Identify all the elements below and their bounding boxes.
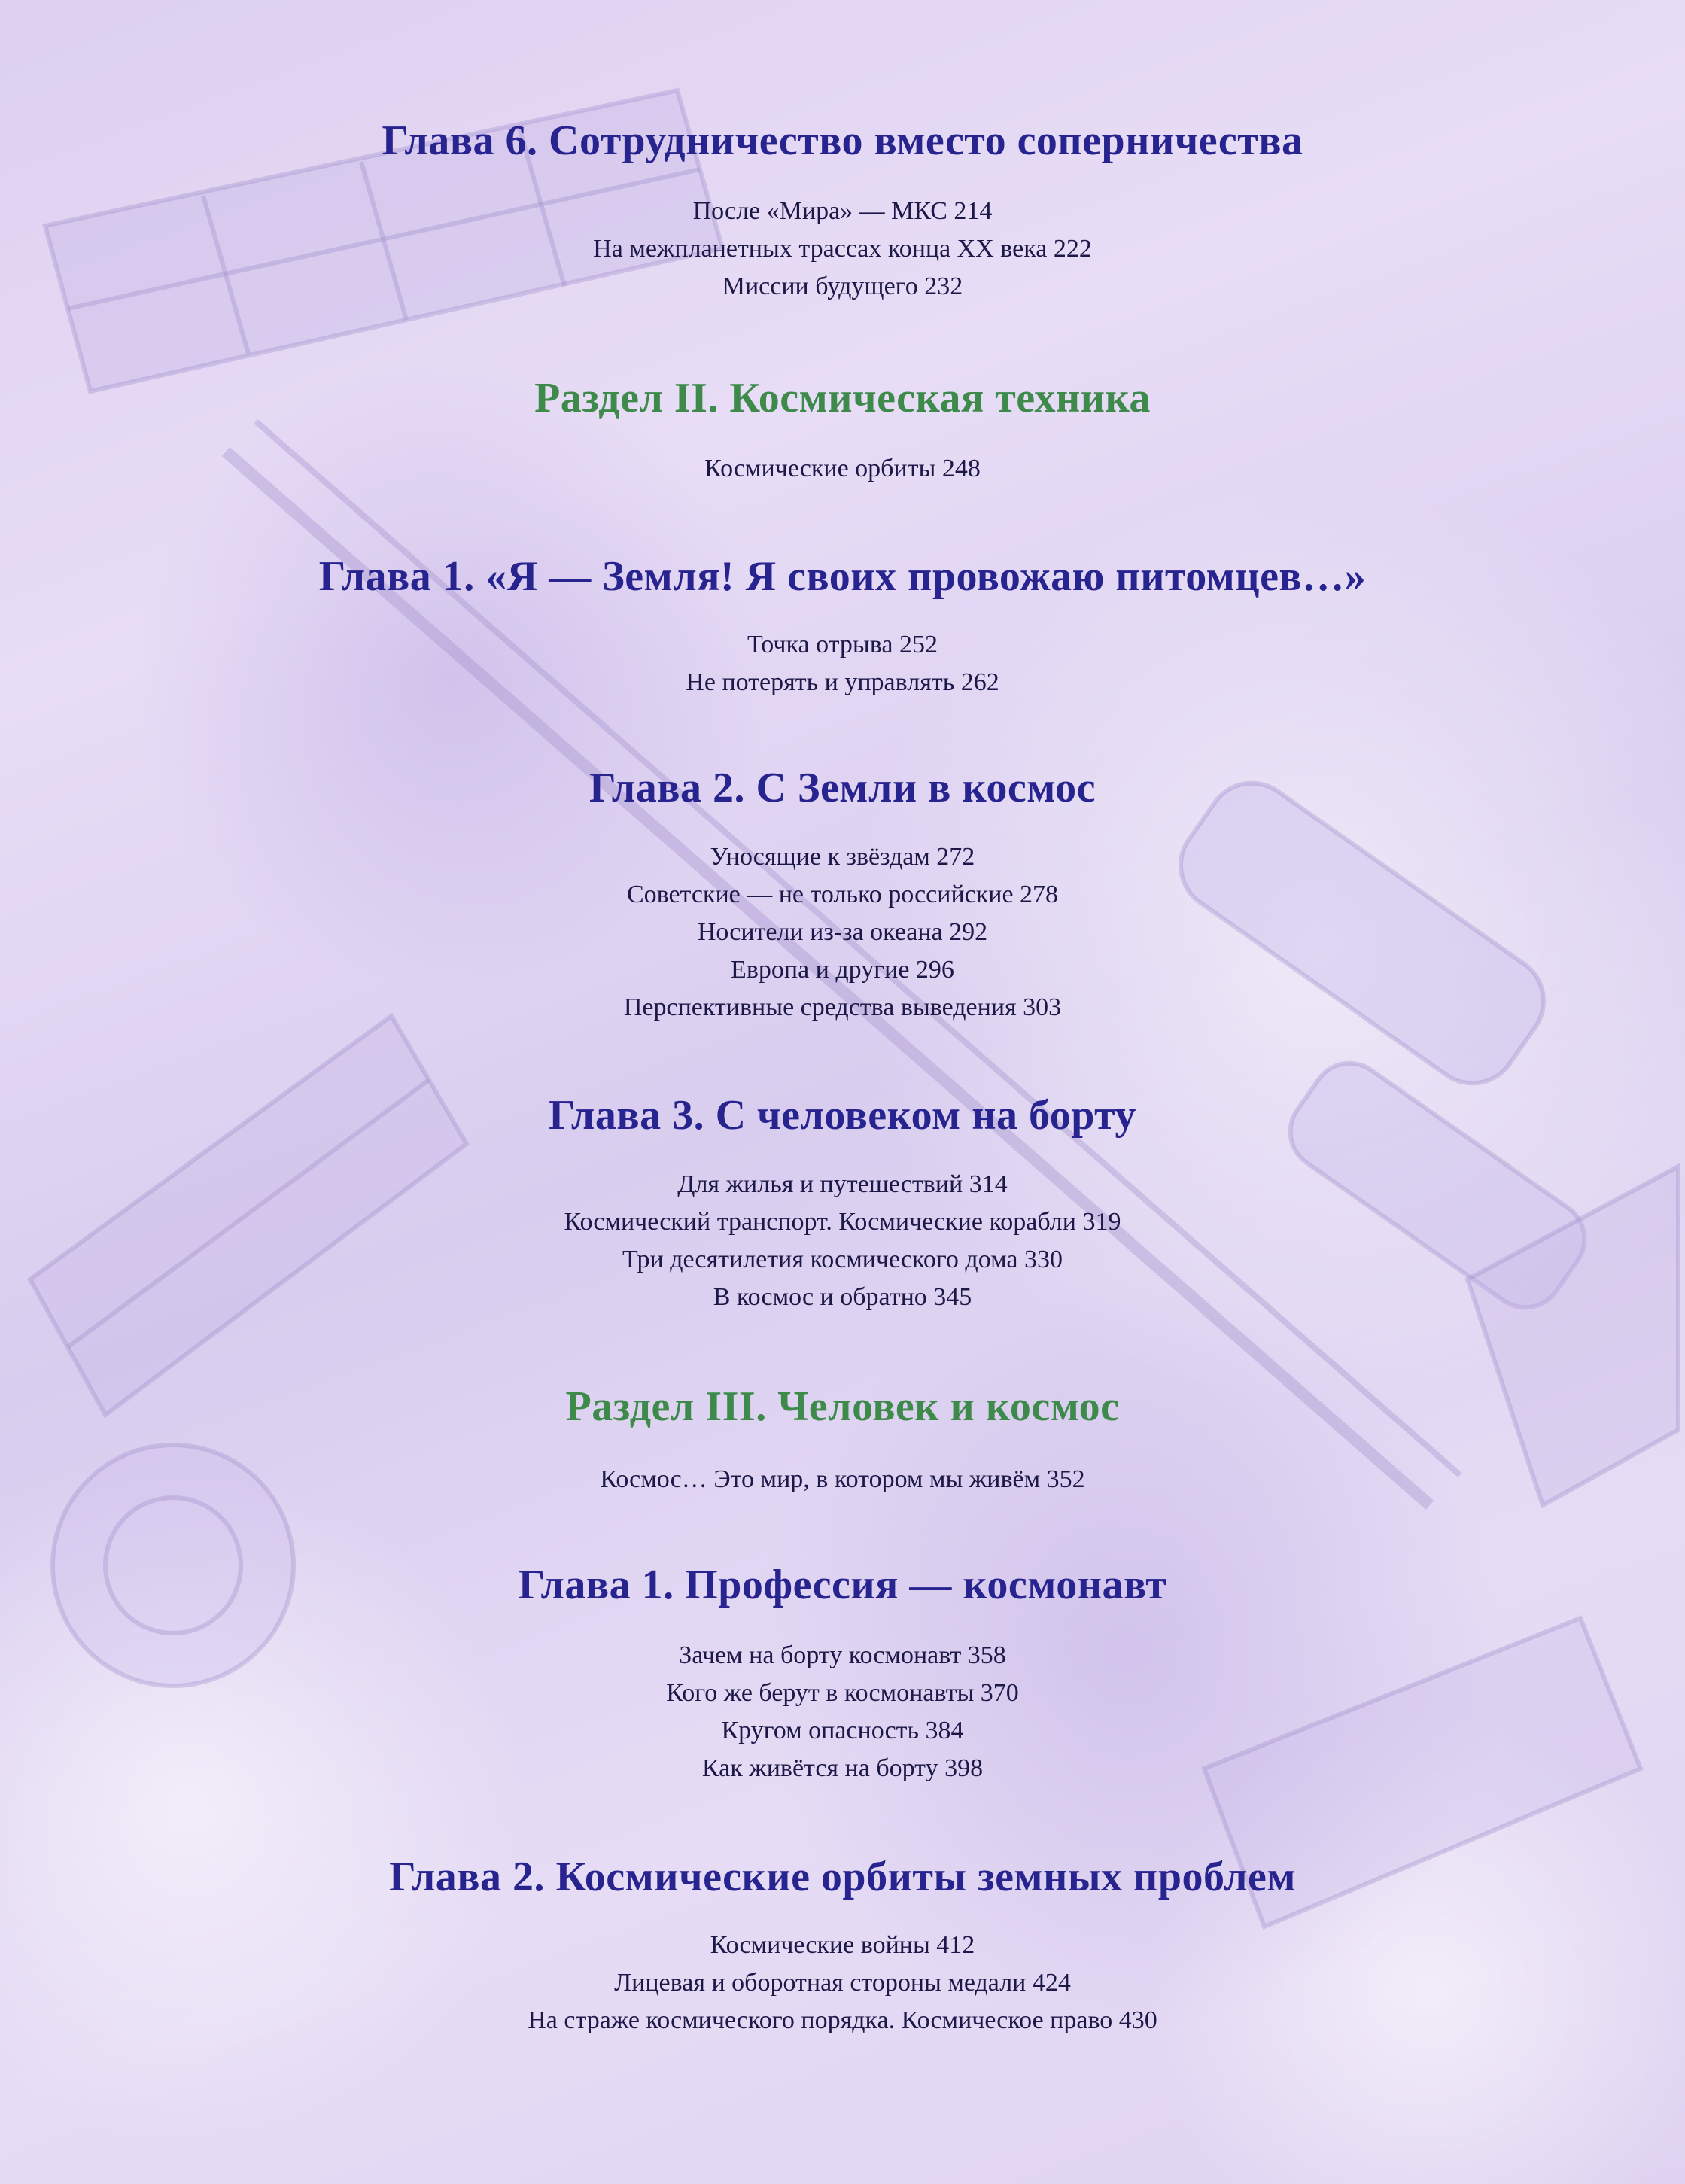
toc-entry: Носители из-за океана 292	[697, 918, 988, 946]
toc-entry: Перспективные средства выведения 303	[623, 993, 1062, 1021]
chapter-heading: Глава 3. С человеком на борту	[549, 1092, 1136, 1139]
toc-entry: Как живётся на борту 398	[701, 1754, 984, 1782]
entry-list	[0, 1927, 1685, 2040]
section-heading: Раздел III. Человек и космос	[565, 1383, 1120, 1430]
entry-list	[0, 626, 1685, 701]
toc-entry: Кого же берут в космонавты 370	[666, 1679, 1019, 1707]
toc-entry: Уносящие к звёздам 272	[710, 843, 975, 871]
toc-entry: Зачем на борту космонавт 358	[679, 1641, 1006, 1669]
toc-entry: Три десятилетия космического дома 330	[622, 1246, 1063, 1273]
chapter-heading: Глава 2. С Земли в космос	[589, 765, 1096, 811]
toc-entry: Кругом опасность 384	[721, 1717, 964, 1744]
toc-entry: Космические орбиты 248	[704, 455, 981, 482]
chapter-heading: Глава 6. Сотрудничество вместо соперничества	[382, 117, 1303, 164]
toc-entry: Миссии будущего 232	[722, 272, 963, 300]
entry-list	[0, 1461, 1685, 1498]
toc-entry: Точка отрыва 252	[747, 631, 938, 659]
toc-entry: Космические войны 412	[710, 1931, 975, 1959]
toc-entry: На межпланетных трассах конца XX века 222	[593, 235, 1092, 263]
toc-entry: На страже космического порядка. Космическое право 430	[528, 2006, 1157, 2034]
entry-list	[0, 1166, 1685, 1316]
toc-entry: Европа и другие 296	[731, 956, 954, 984]
section-heading: Раздел II. Космическая техника	[534, 375, 1151, 421]
entry-list	[0, 838, 1685, 1027]
toc-entry: Не потерять и управлять 262	[686, 668, 999, 696]
toc-entry: Космос… Это мир, в котором мы живём 352	[600, 1465, 1085, 1493]
entry-list	[0, 193, 1685, 306]
toc-entry: Космический транспорт. Космические корабли 319	[564, 1208, 1121, 1236]
entry-list	[0, 1637, 1685, 1787]
toc-entry: Советские — не только российские 278	[626, 881, 1059, 908]
chapter-heading: Глава 1. «Я — Земля! Я своих провожаю питомцев…»	[318, 553, 1367, 600]
toc-entry: В космос и обратно 345	[713, 1283, 972, 1311]
toc-entry: Лицевая и оборотная стороны медали 424	[614, 1969, 1071, 1997]
chapter-heading: Глава 1. Профессия — космонавт	[518, 1562, 1167, 1608]
entry-list	[0, 450, 1685, 488]
toc-entry: Для жилья и путешествий 314	[677, 1170, 1008, 1198]
toc-entry: После «Мира» — МКС 214	[692, 197, 993, 225]
chapter-heading: Глава 2. Космические орбиты земных проблем	[389, 1854, 1296, 1900]
